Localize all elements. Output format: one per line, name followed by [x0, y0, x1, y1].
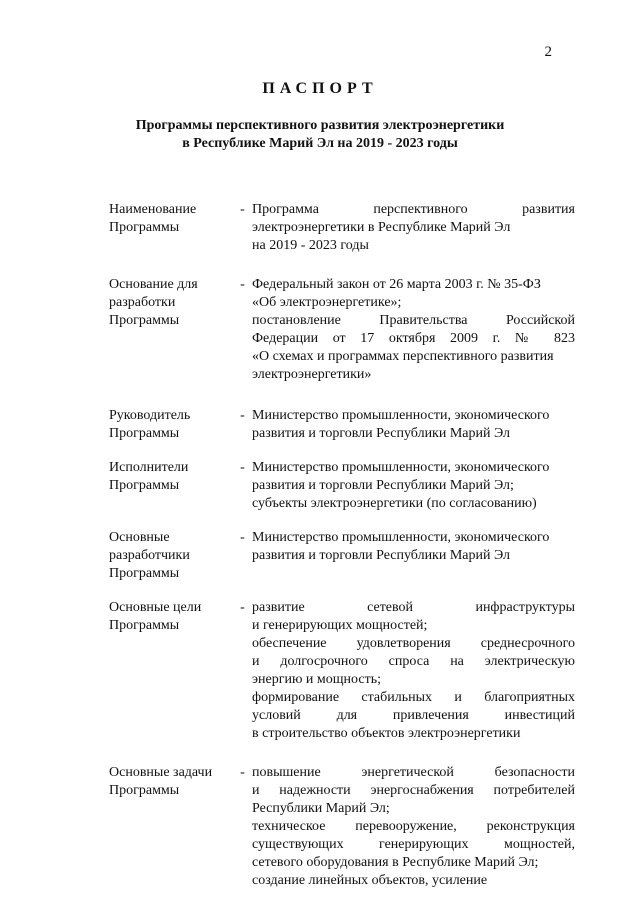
row-content: [252, 276, 575, 384]
row-content-line: Федерации от 17 октября 2009 г. № 823: [252, 331, 575, 346]
row-content: [252, 459, 575, 513]
passport-row: [109, 459, 575, 513]
page-number: 2: [544, 44, 552, 60]
row-label-line: разработки: [109, 295, 176, 310]
row-content: [252, 201, 575, 255]
row-content-line: постановление Правительства Российской: [252, 313, 575, 328]
row-content-line: развития и торговли Республики Марий Эл: [252, 548, 511, 563]
row-dash: -: [240, 460, 245, 475]
row-label-line: Программы: [109, 313, 180, 328]
row-content-line: и надежности энергоснабжения потребителей: [252, 783, 575, 798]
row-content-line: субъекты электроэнергетики (по согласованию): [252, 496, 537, 511]
row-content-line: Министерство промышленности, экономического: [252, 408, 550, 423]
document-subtitle: [0, 117, 640, 153]
row-label: [109, 276, 233, 384]
row-content-line: развития и торговли Республики Марий Эл: [252, 426, 511, 441]
row-label: [109, 599, 233, 743]
passport-row: [109, 201, 575, 255]
row-label-line: Программы: [109, 426, 180, 441]
row-content-line: создание линейных объектов, усиление: [252, 873, 488, 888]
row-content-line: существующих генерирующих мощностей,: [252, 837, 575, 852]
row-content-line: на 2019 - 2023 годы: [252, 238, 369, 253]
row-label-line: Программы: [109, 618, 180, 633]
row-dash: -: [240, 600, 245, 615]
passport-table: [109, 201, 575, 890]
row-content-line: обеспечение удовлетворения среднесрочного: [252, 636, 575, 651]
row-content-line: условий для привлечения инвестиций: [252, 708, 575, 723]
passport-row: [109, 407, 575, 443]
row-content-line: и генерирующих мощностей;: [252, 618, 428, 633]
row-content: [252, 407, 575, 443]
row-dash: -: [240, 765, 245, 780]
row-label-line: Исполнители: [109, 460, 189, 475]
row-label-line: Наименование: [109, 202, 197, 217]
row-content-line: и долгосрочного спроса на электрическую: [252, 654, 575, 669]
passport-row: [109, 276, 575, 384]
row-content-line: Министерство промышленности, экономического: [252, 530, 550, 545]
row-dash: -: [240, 408, 245, 423]
passport-row: [109, 529, 575, 583]
row-content-line: Программа перспективного развития: [252, 202, 575, 217]
row-content-line: Министерство промышленности, экономического: [252, 460, 550, 475]
row-label-line: Программы: [109, 478, 180, 493]
row-content-line: «О схемах и программах перспективного развития: [252, 349, 554, 364]
row-dash: -: [240, 202, 245, 217]
row-content-line: развитие сетевой инфраструктуры: [252, 600, 575, 615]
row-label-line: Основные цели: [109, 600, 202, 615]
row-content-line: техническое перевооружение, реконструкция: [252, 819, 575, 834]
row-label-line: Программы: [109, 783, 180, 798]
row-label-line: Руководитель: [109, 408, 191, 423]
passport-row: [109, 599, 575, 743]
row-content-line: развития и торговли Республики Марий Эл;: [252, 478, 514, 493]
subtitle-line: в Республике Марий Эл на 2019 - 2023 годы: [182, 136, 458, 151]
row-content-line: Республики Марий Эл;: [252, 801, 390, 816]
row-label: [109, 529, 233, 583]
row-content-line: в строительство объектов электроэнергетики: [252, 726, 521, 741]
row-content: [252, 764, 575, 890]
row-content: [252, 529, 575, 583]
row-dash: -: [240, 277, 245, 292]
row-content-line: электроэнергетики в Республике Марий Эл: [252, 220, 511, 235]
row-content-line: повышение энергетической безопасности: [252, 765, 575, 780]
row-label: [109, 407, 233, 443]
row-label-line: Основание для: [109, 277, 198, 292]
row-label-line: Основные: [109, 530, 170, 545]
row-label: [109, 201, 233, 255]
document-title: ПАСПОРТ: [262, 80, 378, 97]
row-label-line: Программы: [109, 566, 180, 581]
row-content-line: электроэнергетики»: [252, 367, 372, 382]
row-dash: -: [240, 530, 245, 545]
row-label: [109, 459, 233, 513]
subtitle-line: Программы перспективного развития электроэнергетики: [135, 118, 505, 133]
row-label-line: Программы: [109, 220, 180, 235]
row-content-line: формирование стабильных и благоприятных: [252, 690, 575, 705]
row-label: [109, 764, 233, 890]
row-label-line: Основные задачи: [109, 765, 213, 780]
row-content-line: «Об электроэнергетике»;: [252, 295, 402, 310]
row-content-line: энергию и мощность;: [252, 672, 381, 687]
row-content-line: сетевого оборудования в Республике Марий Эл;: [252, 855, 539, 870]
passport-row: [109, 764, 575, 890]
row-label-line: разработчики: [109, 548, 190, 563]
row-content: [252, 599, 575, 743]
row-content-line: Федеральный закон от 26 марта 2003 г. № 35-ФЗ: [252, 277, 541, 292]
